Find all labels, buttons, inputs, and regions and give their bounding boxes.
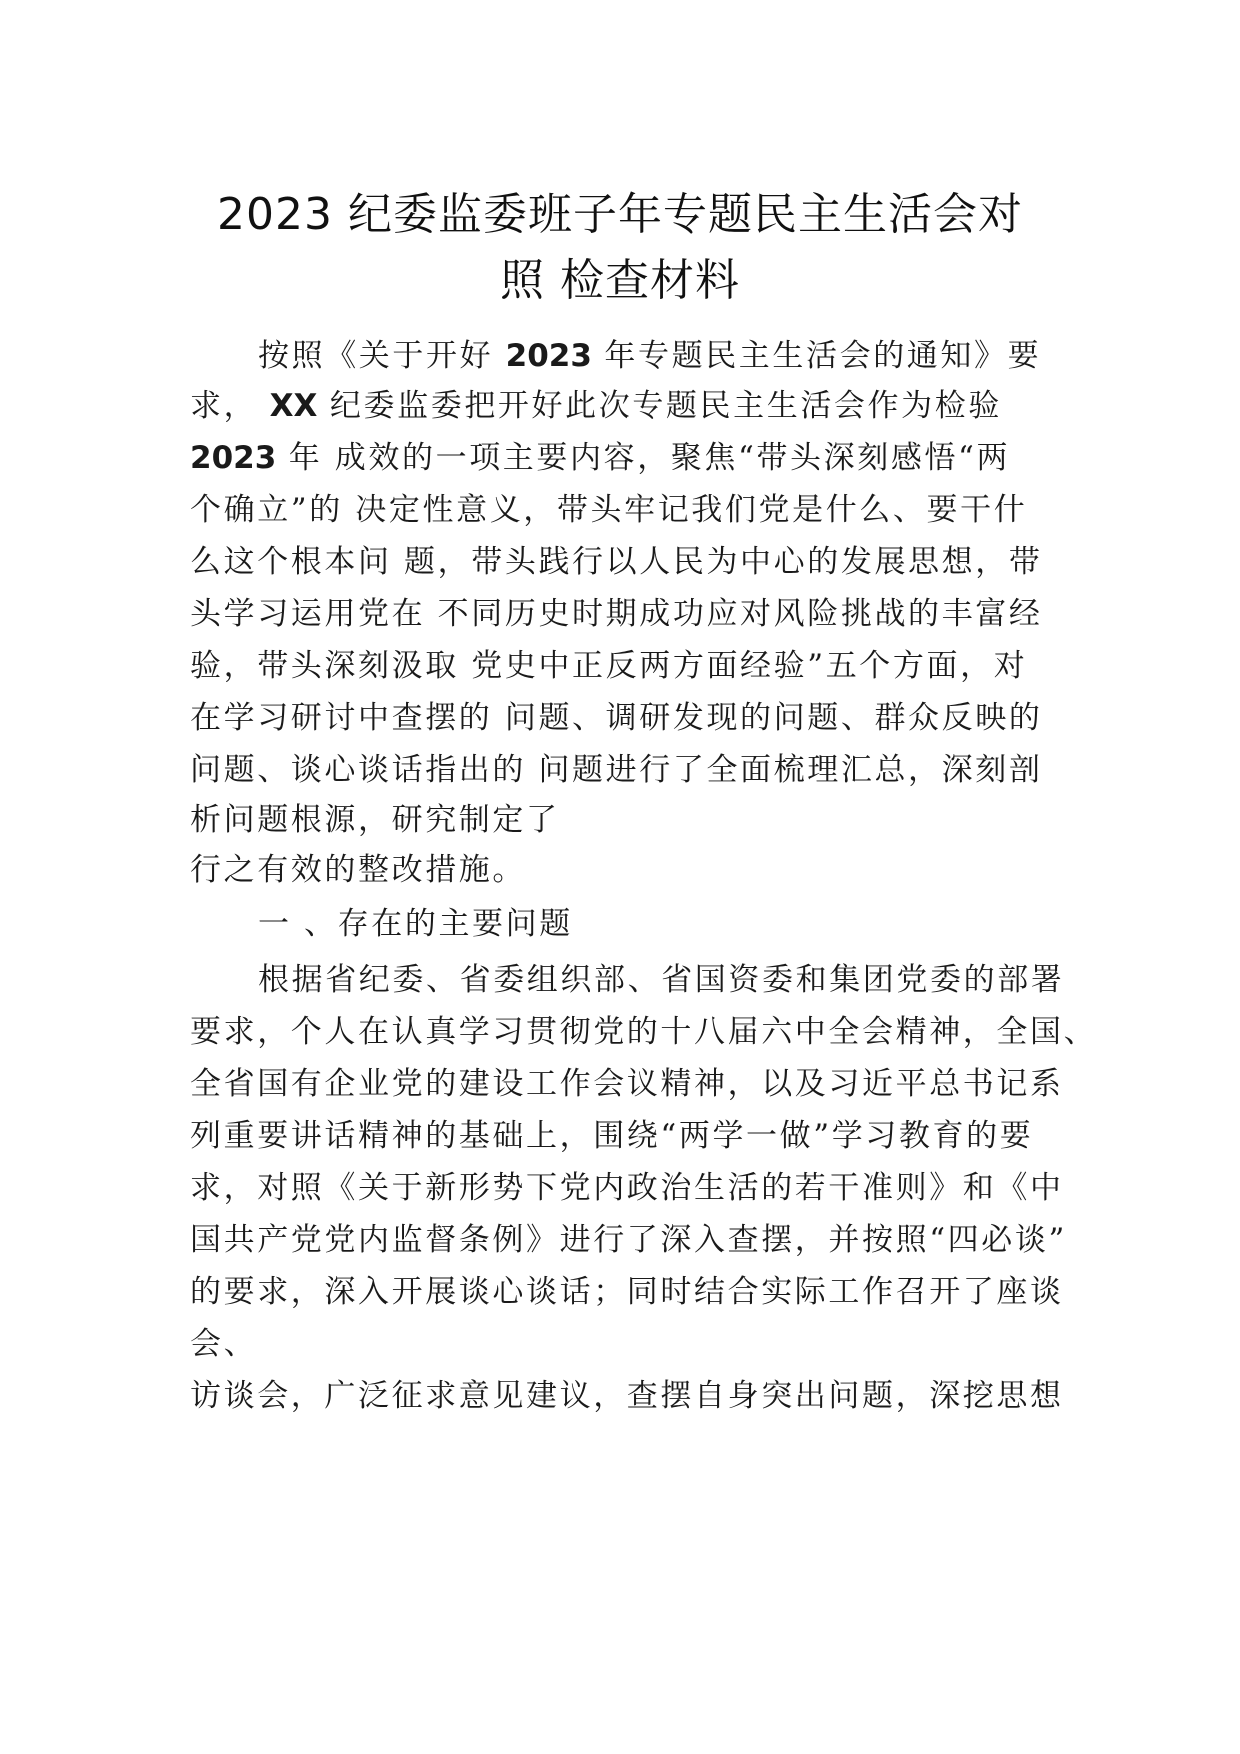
paragraph-2-line-7: 的要求，深入开展谈心谈话；同时结合实际工作召开了座谈 [190, 1274, 1064, 1310]
org-placeholder-text: XX [269, 388, 318, 424]
paragraph-2-line-8: 会、 [190, 1326, 258, 1362]
year-text: 2023 [505, 338, 592, 374]
year-text: 2023 [190, 440, 277, 476]
paragraph-1-line-7: 验，带头深刻汲取 党史中正反两方面经验”五个方面，对 [190, 648, 1028, 684]
text-span: 按照《关于开好 [258, 338, 506, 374]
paragraph-2-line-2: 要求，个人在认真学习贯彻党的十八届六中全会精神，全国、 [190, 1014, 1098, 1050]
text-span: 年 成效的一项主要内容，聚焦“带头深刻感悟“两 [276, 440, 1011, 476]
text-span: 纪委监委把开好此次专题民主生活会作为检验 [317, 388, 1002, 424]
paragraph-2-line-9: 访谈会，广泛征求意见建议，查摆自身突出问题，深挖思想 [190, 1378, 1064, 1414]
paragraph-1-line-2 [190, 386, 1002, 426]
text-span: 求， [190, 388, 270, 424]
section-heading: 一 、存在的主要问题 [258, 906, 573, 942]
paragraph-2-line-4: 列重要讲话精神的基础上，围绕“两学一做”学习教育的要 [190, 1118, 1034, 1154]
paragraph-2-line-6: 国共产党党内监督条例》进行了深入查摆，并按照“四必谈” [190, 1222, 1067, 1258]
paragraph-1-line-1 [258, 336, 1041, 376]
paragraph-1-line-11: 行之有效的整改措施。 [190, 852, 526, 888]
paragraph-1-line-9: 问题、谈心谈话指出的 问题进行了全面梳理汇总，深刻剖 [190, 752, 1043, 788]
document-title-line-1: 2023 纪委监委班子年专题民主生活会对 [217, 189, 1023, 240]
document-title-line-2: 照 检查材料 [500, 255, 740, 306]
paragraph-1-line-4: 个确立”的 决定性意义，带头牢记我们党是什么、要干什 [190, 492, 1028, 528]
paragraph-1-line-8: 在学习研讨中查摆的 问题、调研发现的问题、群众反映的 [190, 700, 1043, 736]
paragraph-2-line-5: 求，对照《关于新形势下党内政治生活的若干准则》和《中 [190, 1170, 1064, 1206]
paragraph-1-line-10: 析问题根源，研究制定了 [190, 802, 560, 838]
paragraph-2-line-3: 全省国有企业党的建设工作会议精神，以及习近平总书记系 [190, 1066, 1064, 1102]
paragraph-1-line-3 [190, 438, 1010, 478]
paragraph-2-line-1: 根据省纪委、省委组织部、省国资委和集团党委的部署 [258, 962, 1065, 998]
paragraph-1-line-6: 头学习运用党在 不同历史时期成功应对风险挑战的丰富经 [190, 596, 1043, 632]
paragraph-1-line-5: 么这个根本问 题，带头践行以人民为中心的发展思想，带 [190, 544, 1043, 580]
text-span: 年专题民主生活会的通知》要 [591, 338, 1042, 374]
